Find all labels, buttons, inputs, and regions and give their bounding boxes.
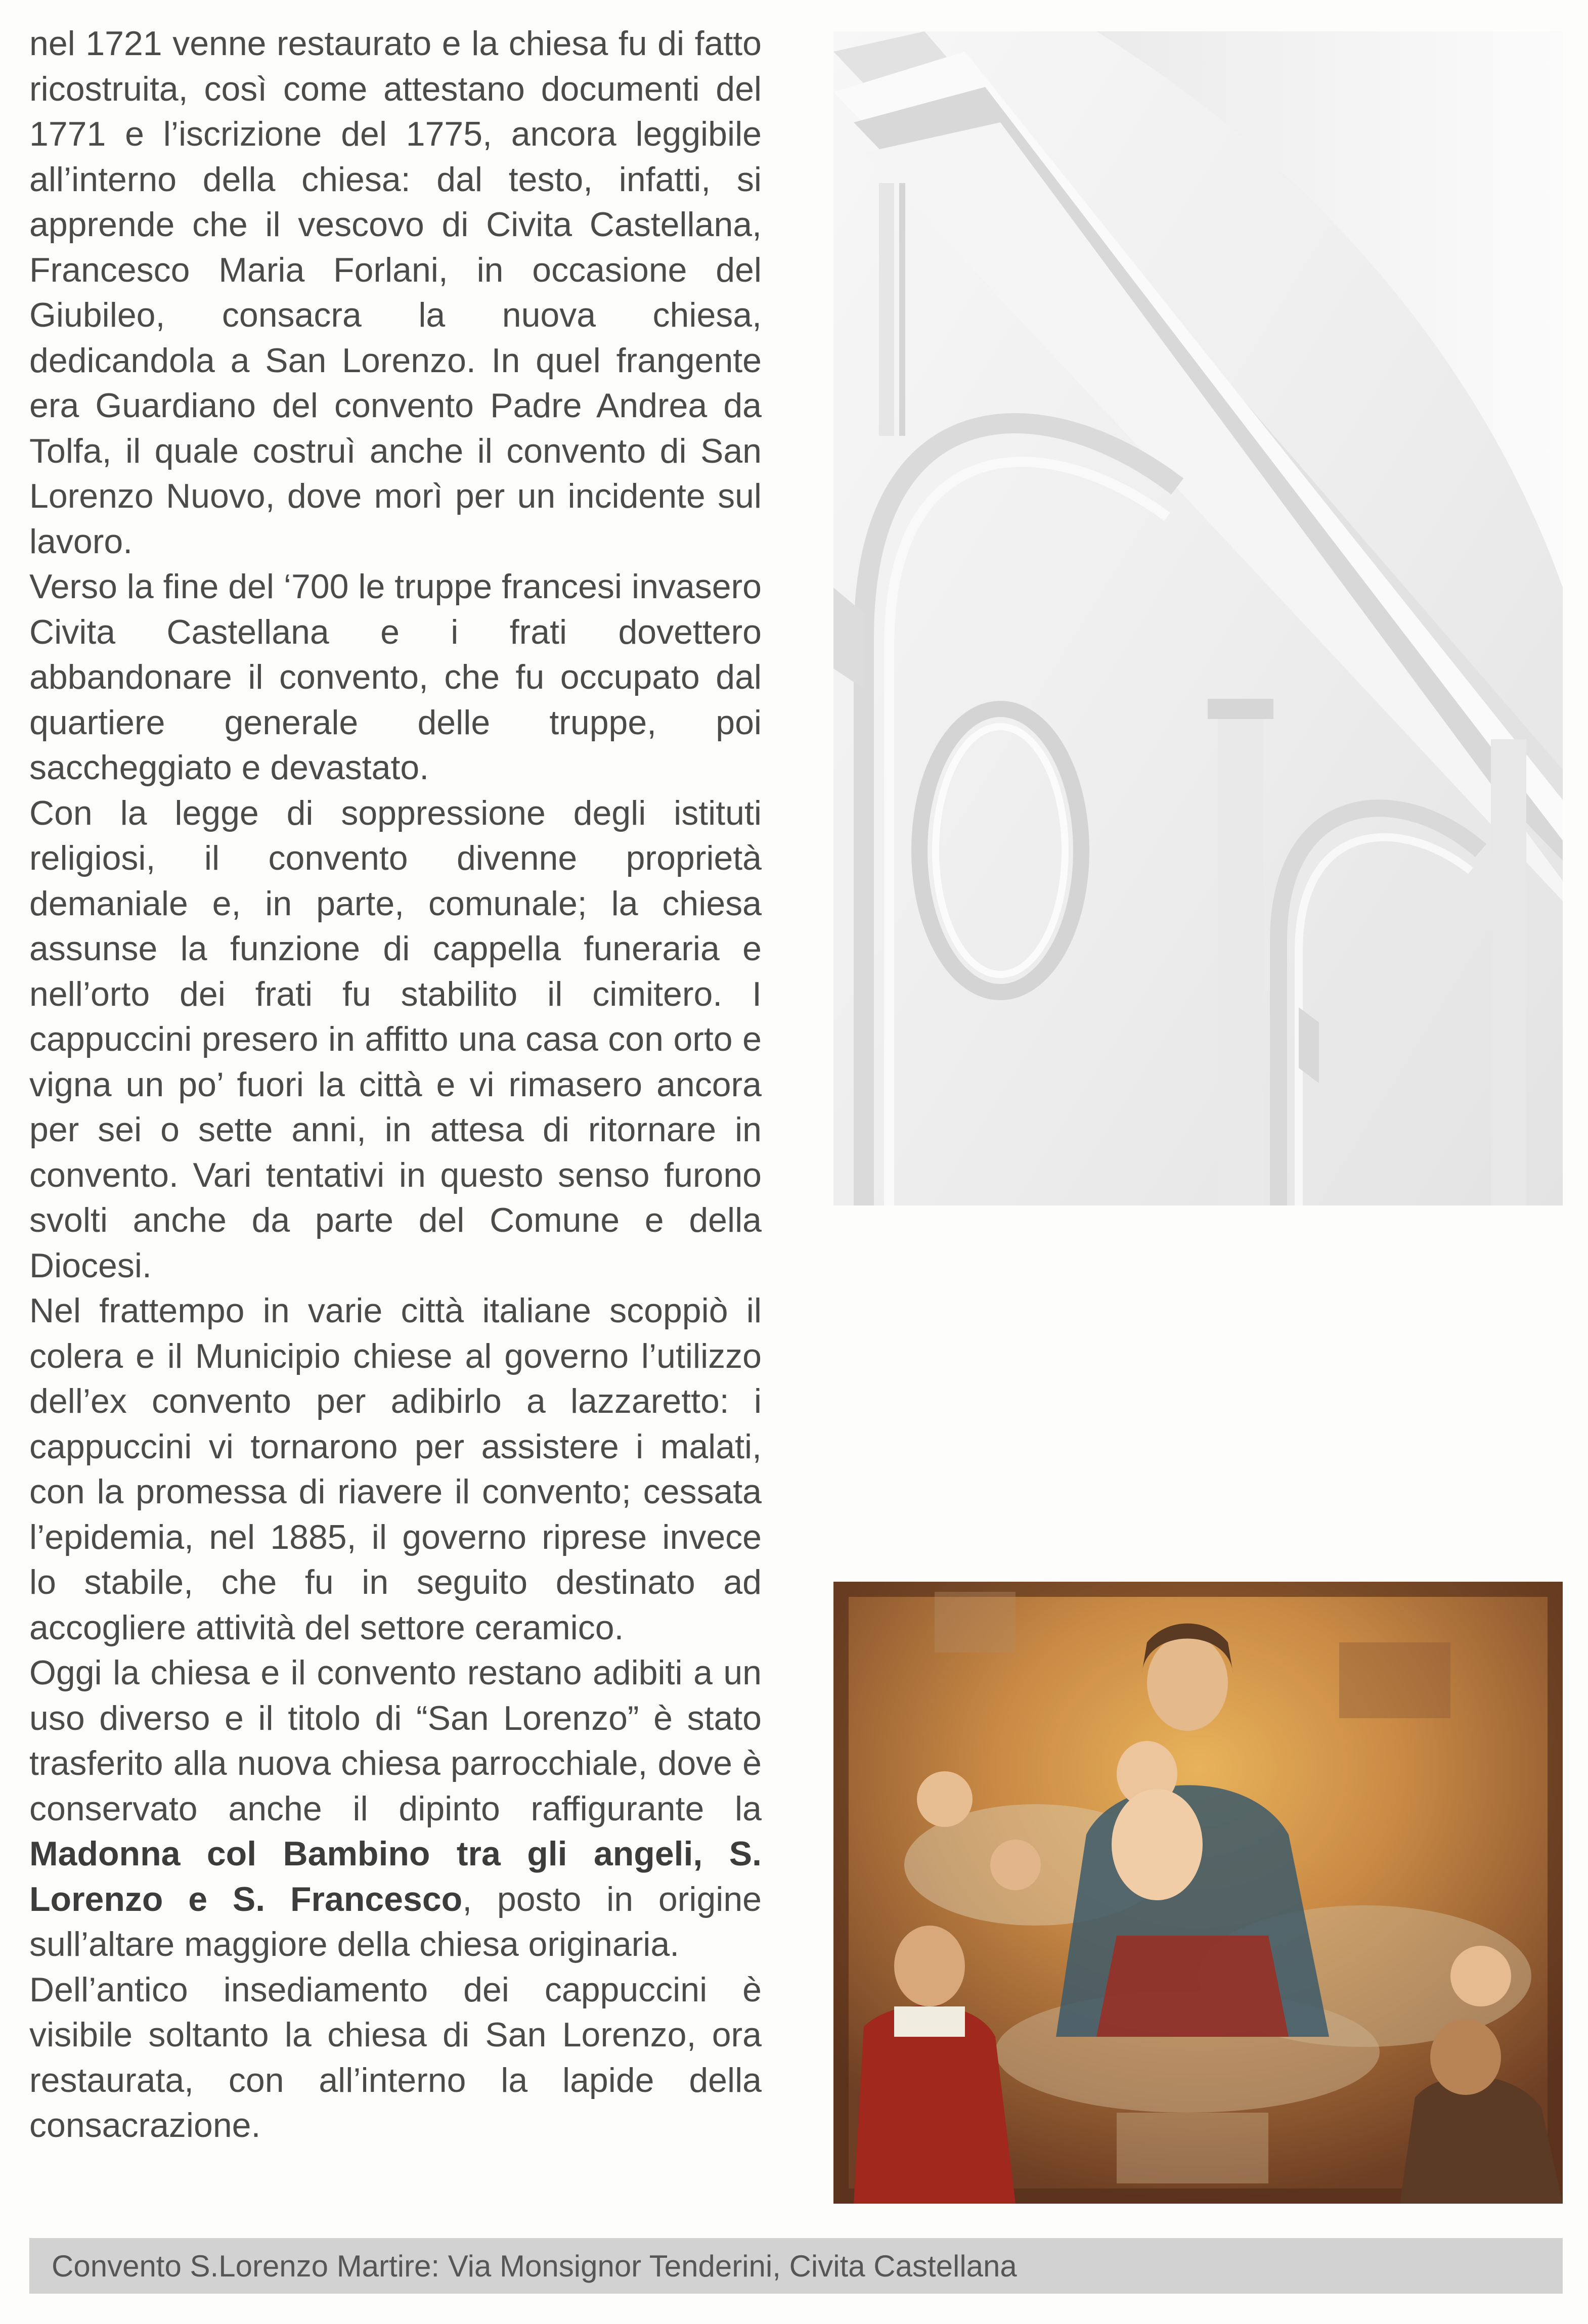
paragraph-with-painting-title — [29, 1650, 762, 1968]
footer-caption-bar — [29, 2238, 1563, 2294]
paragraph: Con la legge di soppressione degli istituti religiosi, il convento divenne proprietà demaniale e, in parte, comunale; la chiesa assunse la funzione di cappella funeraria e nell’orto dei frati fu stabilito il cimitero. I cappuccini presero in affitto una casa con orto e vigna un po’ fuori la città e vi rimasero ancora per sei o sette anni, in attesa di ritornare in convento. Vari tentativi in questo senso furono svolti anche da parte del Comune e della Diocesi. — [29, 793, 762, 1285]
paragraph: nel 1721 venne restaurato e la chiesa fu di fatto ricostruita, così come attestano documenti del 1771 e l’iscrizione del 1775, ancora leggibile all’interno della chiesa: dal testo, infatti, si apprende che il vescovo di Civita Castellana, Francesco Maria Forlani, in occasione del Giubileo, consacra la nuova chiesa, dedicandola a San Lorenzo. In quel frangente era Guardiano del convento Padre Andrea da Tolfa, il quale costruì anche il convento di San Lorenzo Nuovo, dove morì per un incidente sul lavoro. — [29, 24, 762, 561]
paragraph: Dell’antico insediamento dei cappuccini è visibile soltanto la chiesa di San Lorenzo, ora restaurata, con all’interno la lapide della consacrazione. — [29, 1970, 762, 2144]
madonna-painting-illustration — [833, 1582, 1563, 2204]
church-interior-illustration — [833, 31, 1563, 1205]
church-interior-photo — [833, 31, 1563, 1205]
paragraph-text: Oggi la chiesa e il convento restano adibiti a un uso diverso e il titolo di “San Lorenzo” è stato trasferito alla nuova chiesa parrocchiale, dove è conservato anche il dipinto raffigurante la — [29, 1653, 762, 1828]
painting-title: Madonna col Bambino tra gli angeli, S. Lorenzo e S. Francesco — [29, 1835, 762, 1918]
paragraph: Nel frattempo in varie città italiane scoppiò il colera e il Municipio chiese al governo l’utilizzo dell’ex convento per adibirlo a lazzaretto: i cappuccini vi tornarono per assistere i malati, con la promessa di riavere il convento; cessata l’epidemia, nel 1885, il governo riprese invece lo stabile, che fu in seguito destinato ad accogliere attività del settore ceramico. — [29, 1291, 762, 1647]
paragraph: Verso la fine del ‘700 le truppe francesi invasero Civita Castellana e i frati dovettero abbandonare il convento, che fu occupato dal quartiere generale delle truppe, poi saccheggiato e devastato. — [29, 567, 762, 787]
paragraph-text: , posto in origine sull’altare maggiore della chiesa originaria. — [29, 1880, 762, 1963]
article-body — [29, 21, 762, 2149]
footer-address: Convento S.Lorenzo Martire: Via Monsignor Tenderini, Civita Castellana — [52, 2249, 1017, 2283]
madonna-painting-photo — [833, 1582, 1563, 2204]
